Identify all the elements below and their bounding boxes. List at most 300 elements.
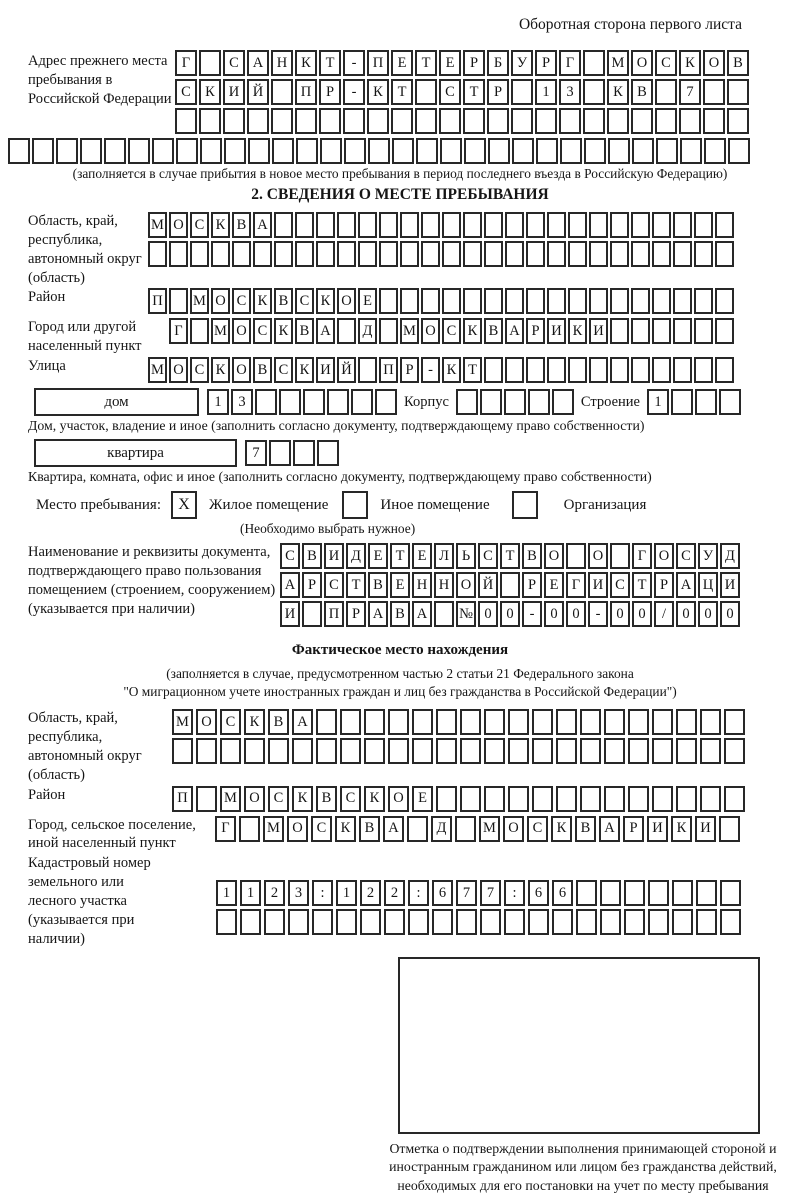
- char-cell[interactable]: Г: [169, 318, 188, 344]
- char-cell[interactable]: [104, 138, 126, 164]
- char-cell[interactable]: [274, 241, 293, 267]
- char-cell[interactable]: [176, 138, 198, 164]
- char-cell[interactable]: [56, 138, 78, 164]
- char-cell[interactable]: [460, 709, 481, 735]
- char-cell[interactable]: Г: [215, 816, 236, 842]
- char-cell[interactable]: [568, 357, 587, 383]
- char-cell[interactable]: Р: [400, 357, 419, 383]
- char-cell[interactable]: [547, 212, 566, 238]
- char-cell[interactable]: [589, 241, 608, 267]
- char-cell[interactable]: Р: [623, 816, 644, 842]
- char-cell[interactable]: [340, 738, 361, 764]
- char-cell[interactable]: [480, 909, 501, 935]
- char-cell[interactable]: [604, 738, 625, 764]
- char-cell[interactable]: [484, 738, 505, 764]
- char-cell[interactable]: Н: [271, 50, 293, 76]
- char-cell[interactable]: В: [253, 357, 272, 383]
- char-cell[interactable]: [169, 288, 188, 314]
- char-cell[interactable]: 6: [552, 880, 573, 906]
- char-cell[interactable]: В: [368, 572, 388, 598]
- char-cell[interactable]: 2: [264, 880, 285, 906]
- char-cell[interactable]: О: [703, 50, 725, 76]
- char-cell[interactable]: Р: [654, 572, 674, 598]
- char-cell[interactable]: [239, 816, 260, 842]
- char-cell[interactable]: [416, 138, 438, 164]
- char-cell[interactable]: [583, 79, 605, 105]
- char-cell[interactable]: [528, 909, 549, 935]
- char-cell[interactable]: О: [631, 50, 653, 76]
- char-cell[interactable]: П: [172, 786, 193, 812]
- char-cell[interactable]: [589, 288, 608, 314]
- char-cell[interactable]: [526, 241, 545, 267]
- char-cell[interactable]: [351, 389, 373, 415]
- char-cell[interactable]: Т: [500, 543, 520, 569]
- char-cell[interactable]: [364, 709, 385, 735]
- char-cell[interactable]: [271, 79, 293, 105]
- char-cell[interactable]: Е: [412, 786, 433, 812]
- char-cell[interactable]: 6: [528, 880, 549, 906]
- char-cell[interactable]: 0: [478, 601, 498, 627]
- char-cell[interactable]: [295, 108, 317, 134]
- char-cell[interactable]: [504, 909, 525, 935]
- char-cell[interactable]: А: [280, 572, 300, 598]
- char-cell[interactable]: [720, 880, 741, 906]
- char-cell[interactable]: [656, 138, 678, 164]
- char-cell[interactable]: [704, 138, 726, 164]
- char-cell[interactable]: У: [511, 50, 533, 76]
- char-cell[interactable]: [673, 288, 692, 314]
- char-cell[interactable]: Д: [346, 543, 366, 569]
- char-cell[interactable]: О: [388, 786, 409, 812]
- char-cell[interactable]: [632, 138, 654, 164]
- char-cell[interactable]: [484, 357, 503, 383]
- char-cell[interactable]: Е: [390, 572, 410, 598]
- char-cell[interactable]: Л: [434, 543, 454, 569]
- stay-type-checkbox-other[interactable]: [342, 491, 368, 519]
- char-cell[interactable]: [292, 738, 313, 764]
- char-cell[interactable]: :: [408, 880, 429, 906]
- char-cell[interactable]: С: [439, 79, 461, 105]
- char-cell[interactable]: [456, 389, 478, 415]
- char-cell[interactable]: -: [421, 357, 440, 383]
- char-cell[interactable]: И: [324, 543, 344, 569]
- char-cell[interactable]: [407, 816, 428, 842]
- char-cell[interactable]: С: [478, 543, 498, 569]
- char-cell[interactable]: [508, 786, 529, 812]
- char-cell[interactable]: [505, 357, 524, 383]
- char-cell[interactable]: [610, 241, 629, 267]
- char-cell[interactable]: В: [631, 79, 653, 105]
- char-cell[interactable]: [484, 288, 503, 314]
- char-cell[interactable]: Т: [415, 50, 437, 76]
- char-cell[interactable]: А: [383, 816, 404, 842]
- char-cell[interactable]: [240, 909, 261, 935]
- char-cell[interactable]: /: [654, 601, 674, 627]
- char-cell[interactable]: И: [720, 572, 740, 598]
- char-cell[interactable]: В: [316, 786, 337, 812]
- char-cell[interactable]: С: [220, 709, 241, 735]
- char-cell[interactable]: [607, 108, 629, 134]
- char-cell[interactable]: М: [220, 786, 241, 812]
- char-cell[interactable]: Г: [566, 572, 586, 598]
- char-cell[interactable]: [673, 241, 692, 267]
- char-cell[interactable]: [434, 601, 454, 627]
- char-cell[interactable]: [604, 709, 625, 735]
- char-cell[interactable]: [199, 108, 221, 134]
- char-cell[interactable]: [8, 138, 30, 164]
- char-cell[interactable]: [727, 79, 749, 105]
- char-cell[interactable]: [624, 909, 645, 935]
- char-cell[interactable]: Р: [319, 79, 341, 105]
- char-cell[interactable]: [463, 288, 482, 314]
- stay-type-checkbox-residential[interactable]: X: [171, 491, 197, 519]
- char-cell[interactable]: К: [211, 357, 230, 383]
- char-cell[interactable]: [679, 108, 701, 134]
- char-cell[interactable]: [436, 786, 457, 812]
- char-cell[interactable]: Е: [391, 50, 413, 76]
- char-cell[interactable]: 7: [679, 79, 701, 105]
- char-cell[interactable]: Й: [337, 357, 356, 383]
- char-cell[interactable]: [505, 288, 524, 314]
- char-cell[interactable]: [535, 108, 557, 134]
- char-cell[interactable]: [700, 709, 721, 735]
- char-cell[interactable]: М: [211, 318, 230, 344]
- char-cell[interactable]: [559, 108, 581, 134]
- house-named-box[interactable]: дом: [34, 388, 199, 416]
- char-cell[interactable]: К: [295, 357, 314, 383]
- char-cell[interactable]: [316, 212, 335, 238]
- char-cell[interactable]: [296, 138, 318, 164]
- char-cell[interactable]: В: [274, 288, 293, 314]
- char-cell[interactable]: С: [442, 318, 461, 344]
- char-cell[interactable]: [589, 212, 608, 238]
- char-cell[interactable]: [694, 241, 713, 267]
- char-cell[interactable]: К: [335, 816, 356, 842]
- char-cell[interactable]: А: [247, 50, 269, 76]
- char-cell[interactable]: В: [522, 543, 542, 569]
- char-cell[interactable]: [600, 880, 621, 906]
- char-cell[interactable]: [566, 543, 586, 569]
- char-cell[interactable]: Т: [463, 79, 485, 105]
- char-cell[interactable]: -: [588, 601, 608, 627]
- char-cell[interactable]: К: [551, 816, 572, 842]
- char-cell[interactable]: [169, 241, 188, 267]
- char-cell[interactable]: [580, 709, 601, 735]
- char-cell[interactable]: [655, 79, 677, 105]
- char-cell[interactable]: 3: [559, 79, 581, 105]
- char-cell[interactable]: [80, 138, 102, 164]
- char-cell[interactable]: [337, 212, 356, 238]
- char-cell[interactable]: [552, 909, 573, 935]
- char-cell[interactable]: [391, 108, 413, 134]
- char-cell[interactable]: [604, 786, 625, 812]
- char-cell[interactable]: [199, 50, 221, 76]
- char-cell[interactable]: [556, 709, 577, 735]
- char-cell[interactable]: Т: [463, 357, 482, 383]
- char-cell[interactable]: [583, 108, 605, 134]
- char-cell[interactable]: [344, 138, 366, 164]
- char-cell[interactable]: [610, 212, 629, 238]
- char-cell[interactable]: К: [244, 709, 265, 735]
- char-cell[interactable]: С: [295, 288, 314, 314]
- char-cell[interactable]: [253, 241, 272, 267]
- char-cell[interactable]: [715, 357, 734, 383]
- char-cell[interactable]: [367, 108, 389, 134]
- char-cell[interactable]: М: [263, 816, 284, 842]
- char-cell[interactable]: О: [211, 288, 230, 314]
- char-cell[interactable]: [584, 138, 606, 164]
- char-cell[interactable]: И: [647, 816, 668, 842]
- char-cell[interactable]: [655, 108, 677, 134]
- char-cell[interactable]: [148, 241, 167, 267]
- char-cell[interactable]: [288, 909, 309, 935]
- char-cell[interactable]: Г: [632, 543, 652, 569]
- char-cell[interactable]: [295, 241, 314, 267]
- char-cell[interactable]: [568, 288, 587, 314]
- char-cell[interactable]: С: [223, 50, 245, 76]
- char-cell[interactable]: [526, 288, 545, 314]
- char-cell[interactable]: 3: [231, 389, 253, 415]
- char-cell[interactable]: [432, 909, 453, 935]
- char-cell[interactable]: А: [676, 572, 696, 598]
- char-cell[interactable]: [440, 138, 462, 164]
- char-cell[interactable]: М: [172, 709, 193, 735]
- char-cell[interactable]: Д: [358, 318, 377, 344]
- char-cell[interactable]: М: [190, 288, 209, 314]
- char-cell[interactable]: В: [302, 543, 322, 569]
- char-cell[interactable]: К: [295, 50, 317, 76]
- char-cell[interactable]: И: [695, 816, 716, 842]
- char-cell[interactable]: Т: [391, 79, 413, 105]
- char-cell[interactable]: К: [316, 288, 335, 314]
- char-cell[interactable]: С: [324, 572, 344, 598]
- char-cell[interactable]: [560, 138, 582, 164]
- char-cell[interactable]: 2: [360, 880, 381, 906]
- char-cell[interactable]: [388, 709, 409, 735]
- char-cell[interactable]: [652, 786, 673, 812]
- char-cell[interactable]: 6: [432, 880, 453, 906]
- char-cell[interactable]: [375, 389, 397, 415]
- char-cell[interactable]: [442, 288, 461, 314]
- char-cell[interactable]: А: [505, 318, 524, 344]
- char-cell[interactable]: [484, 709, 505, 735]
- char-cell[interactable]: К: [274, 318, 293, 344]
- char-cell[interactable]: [528, 389, 550, 415]
- char-cell[interactable]: [460, 786, 481, 812]
- char-cell[interactable]: [526, 212, 545, 238]
- char-cell[interactable]: [556, 738, 577, 764]
- char-cell[interactable]: [247, 108, 269, 134]
- char-cell[interactable]: К: [367, 79, 389, 105]
- char-cell[interactable]: [392, 138, 414, 164]
- char-cell[interactable]: [436, 738, 457, 764]
- char-cell[interactable]: [484, 212, 503, 238]
- char-cell[interactable]: [694, 318, 713, 344]
- char-cell[interactable]: [312, 909, 333, 935]
- char-cell[interactable]: И: [316, 357, 335, 383]
- char-cell[interactable]: [220, 738, 241, 764]
- char-cell[interactable]: Ц: [698, 572, 718, 598]
- char-cell[interactable]: [439, 108, 461, 134]
- char-cell[interactable]: [631, 357, 650, 383]
- char-cell[interactable]: К: [211, 212, 230, 238]
- char-cell[interactable]: [232, 241, 251, 267]
- char-cell[interactable]: Е: [439, 50, 461, 76]
- char-cell[interactable]: 1: [647, 389, 669, 415]
- char-cell[interactable]: Н: [412, 572, 432, 598]
- char-cell[interactable]: М: [148, 357, 167, 383]
- char-cell[interactable]: 0: [676, 601, 696, 627]
- char-cell[interactable]: [463, 241, 482, 267]
- char-cell[interactable]: [715, 318, 734, 344]
- char-cell[interactable]: А: [316, 318, 335, 344]
- char-cell[interactable]: Д: [431, 816, 452, 842]
- char-cell[interactable]: [628, 709, 649, 735]
- char-cell[interactable]: [421, 212, 440, 238]
- char-cell[interactable]: [269, 440, 291, 466]
- char-cell[interactable]: С: [253, 318, 272, 344]
- char-cell[interactable]: 0: [500, 601, 520, 627]
- char-cell[interactable]: К: [463, 318, 482, 344]
- char-cell[interactable]: [505, 241, 524, 267]
- char-cell[interactable]: -: [343, 79, 365, 105]
- char-cell[interactable]: О: [287, 816, 308, 842]
- char-cell[interactable]: О: [654, 543, 674, 569]
- char-cell[interactable]: 1: [240, 880, 261, 906]
- char-cell[interactable]: [400, 241, 419, 267]
- stay-type-checkbox-organization[interactable]: [512, 491, 538, 519]
- char-cell[interactable]: [316, 738, 337, 764]
- char-cell[interactable]: [628, 786, 649, 812]
- char-cell[interactable]: О: [169, 357, 188, 383]
- char-cell[interactable]: К: [607, 79, 629, 105]
- char-cell[interactable]: [511, 108, 533, 134]
- char-cell[interactable]: Т: [346, 572, 366, 598]
- char-cell[interactable]: [442, 241, 461, 267]
- char-cell[interactable]: 0: [632, 601, 652, 627]
- char-cell[interactable]: С: [190, 357, 209, 383]
- char-cell[interactable]: [608, 138, 630, 164]
- char-cell[interactable]: [500, 572, 520, 598]
- char-cell[interactable]: [512, 138, 534, 164]
- char-cell[interactable]: [255, 389, 277, 415]
- char-cell[interactable]: 1: [207, 389, 229, 415]
- char-cell[interactable]: [673, 318, 692, 344]
- char-cell[interactable]: Р: [346, 601, 366, 627]
- char-cell[interactable]: [412, 738, 433, 764]
- char-cell[interactable]: И: [588, 572, 608, 598]
- char-cell[interactable]: О: [232, 318, 251, 344]
- char-cell[interactable]: С: [175, 79, 197, 105]
- char-cell[interactable]: [728, 138, 750, 164]
- char-cell[interactable]: [442, 212, 461, 238]
- char-cell[interactable]: Е: [412, 543, 432, 569]
- char-cell[interactable]: [583, 50, 605, 76]
- char-cell[interactable]: С: [676, 543, 696, 569]
- char-cell[interactable]: [532, 786, 553, 812]
- char-cell[interactable]: Д: [720, 543, 740, 569]
- char-cell[interactable]: [631, 108, 653, 134]
- char-cell[interactable]: [652, 738, 673, 764]
- char-cell[interactable]: В: [727, 50, 749, 76]
- char-cell[interactable]: Г: [559, 50, 581, 76]
- char-cell[interactable]: [719, 816, 740, 842]
- char-cell[interactable]: П: [295, 79, 317, 105]
- char-cell[interactable]: [720, 909, 741, 935]
- char-cell[interactable]: [358, 241, 377, 267]
- char-cell[interactable]: В: [268, 709, 289, 735]
- char-cell[interactable]: [368, 138, 390, 164]
- char-cell[interactable]: С: [190, 212, 209, 238]
- char-cell[interactable]: А: [368, 601, 388, 627]
- char-cell[interactable]: [727, 108, 749, 134]
- char-cell[interactable]: [715, 241, 734, 267]
- char-cell[interactable]: [421, 288, 440, 314]
- char-cell[interactable]: [364, 738, 385, 764]
- char-cell[interactable]: [211, 241, 230, 267]
- char-cell[interactable]: [504, 389, 526, 415]
- char-cell[interactable]: К: [568, 318, 587, 344]
- char-cell[interactable]: К: [253, 288, 272, 314]
- char-cell[interactable]: [412, 709, 433, 735]
- char-cell[interactable]: [532, 738, 553, 764]
- char-cell[interactable]: 7: [456, 880, 477, 906]
- char-cell[interactable]: Р: [487, 79, 509, 105]
- char-cell[interactable]: Б: [487, 50, 509, 76]
- char-cell[interactable]: М: [607, 50, 629, 76]
- char-cell[interactable]: [436, 709, 457, 735]
- char-cell[interactable]: [576, 909, 597, 935]
- char-cell[interactable]: О: [337, 288, 356, 314]
- char-cell[interactable]: О: [196, 709, 217, 735]
- char-cell[interactable]: [610, 318, 629, 344]
- char-cell[interactable]: Т: [319, 50, 341, 76]
- char-cell[interactable]: [694, 357, 713, 383]
- char-cell[interactable]: К: [199, 79, 221, 105]
- char-cell[interactable]: С: [610, 572, 630, 598]
- char-cell[interactable]: [379, 212, 398, 238]
- apartment-named-box[interactable]: квартира: [34, 439, 237, 467]
- char-cell[interactable]: [676, 709, 697, 735]
- char-cell[interactable]: [336, 909, 357, 935]
- char-cell[interactable]: С: [527, 816, 548, 842]
- char-cell[interactable]: [631, 241, 650, 267]
- char-cell[interactable]: [724, 786, 745, 812]
- char-cell[interactable]: А: [412, 601, 432, 627]
- char-cell[interactable]: В: [390, 601, 410, 627]
- char-cell[interactable]: И: [280, 601, 300, 627]
- char-cell[interactable]: [703, 79, 725, 105]
- char-cell[interactable]: М: [479, 816, 500, 842]
- char-cell[interactable]: [652, 241, 671, 267]
- char-cell[interactable]: [32, 138, 54, 164]
- char-cell[interactable]: [279, 389, 301, 415]
- char-cell[interactable]: 2: [384, 880, 405, 906]
- char-cell[interactable]: [319, 108, 341, 134]
- char-cell[interactable]: 7: [480, 880, 501, 906]
- char-cell[interactable]: [673, 357, 692, 383]
- char-cell[interactable]: [320, 138, 342, 164]
- char-cell[interactable]: [652, 212, 671, 238]
- char-cell[interactable]: Е: [368, 543, 388, 569]
- char-cell[interactable]: О: [503, 816, 524, 842]
- char-cell[interactable]: П: [148, 288, 167, 314]
- char-cell[interactable]: [421, 241, 440, 267]
- char-cell[interactable]: И: [223, 79, 245, 105]
- char-cell[interactable]: [463, 212, 482, 238]
- char-cell[interactable]: [715, 212, 734, 238]
- char-cell[interactable]: [487, 108, 509, 134]
